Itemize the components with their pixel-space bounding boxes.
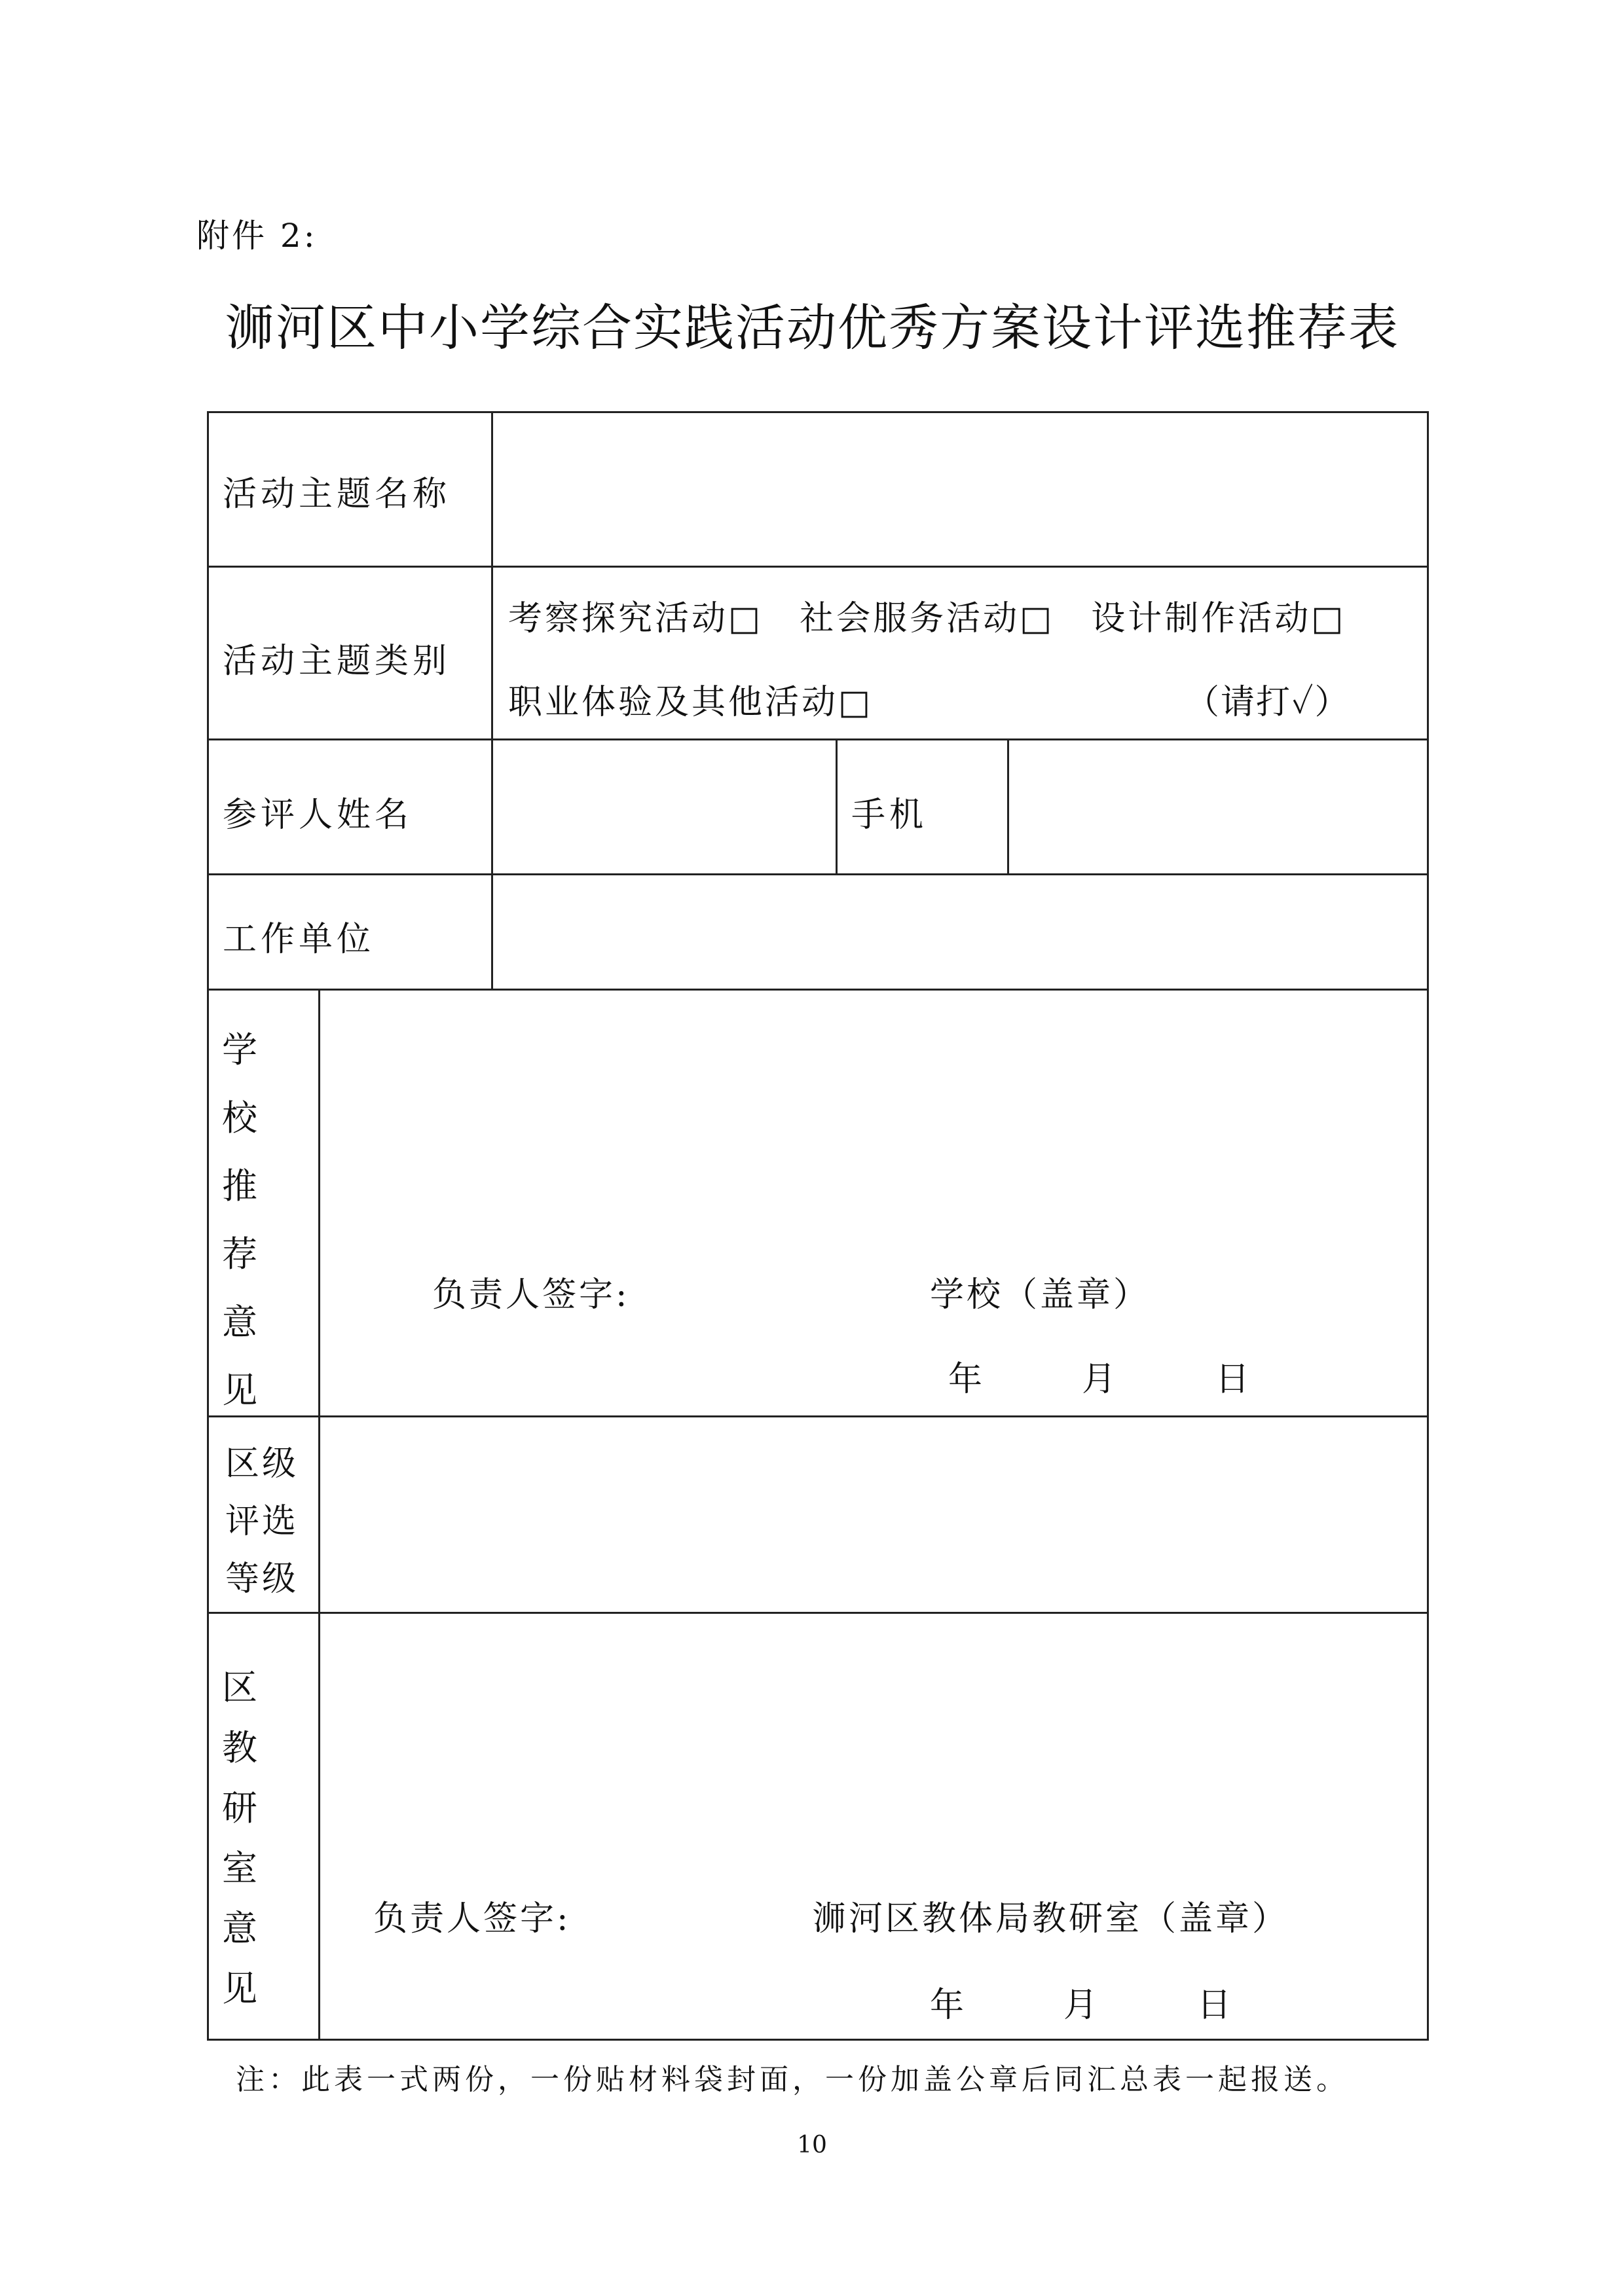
attachment-label: 附件 2: — [196, 217, 318, 255]
row-divider — [207, 738, 1429, 740]
row-divider — [207, 873, 1429, 875]
page-number: 10 — [797, 2132, 827, 2159]
theme-name-field[interactable] — [495, 415, 1425, 564]
school-signature-label: 负责人签字: — [432, 1275, 630, 1315]
col-divider — [1007, 738, 1009, 875]
row-divider — [207, 566, 1429, 568]
col-divider — [318, 989, 320, 2041]
vertical-label-char: 推 — [222, 1165, 257, 1207]
vertical-label-char: 学 — [222, 1029, 257, 1070]
workplace-label: 工作单位 — [223, 920, 375, 959]
vertical-label-char: 荐 — [222, 1233, 257, 1275]
school-stamp-label[interactable]: 学校（盖章） — [930, 1275, 1151, 1315]
school-date: 年 月 日 — [948, 1360, 1261, 1399]
theme-type-hint: （请打✓） — [1185, 683, 1350, 722]
vertical-label-char: 区 — [222, 1667, 257, 1708]
theme-type-label: 活动主题类别 — [223, 642, 451, 681]
vertical-label-char: 见 — [222, 1968, 257, 2009]
research-signature-label: 负责人签字: — [373, 1899, 571, 1939]
vertical-label-char: 见 — [222, 1370, 257, 1411]
research-opinion-label — [220, 1658, 259, 2019]
row-divider — [207, 1415, 1429, 1417]
research-stamp-label[interactable]: 浉河区教体局教研室（盖章） — [812, 1899, 1289, 1939]
vertical-label-char: 意 — [222, 1302, 257, 1343]
phone-label: 手机 — [851, 795, 928, 835]
participant-name-label: 参评人姓名 — [223, 795, 413, 835]
row-divider — [207, 989, 1429, 991]
footnote: 注：此表一式两份，一份贴材料袋封面，一份加盖公章后同汇总表一起报送。 — [236, 2063, 1349, 2096]
vertical-label-char: 意 — [222, 1908, 257, 1949]
col-divider — [491, 411, 493, 991]
vertical-label-char: 室 — [222, 1848, 257, 1889]
district-grade-field[interactable] — [322, 1419, 1425, 1609]
district-grade-line: 评选 — [225, 1502, 299, 1541]
theme-name-label: 活动主题名称 — [223, 475, 451, 514]
theme-type-options-line1[interactable]: 考察探究活动□ 社会服务活动□ 设计制作活动□ — [508, 599, 1346, 638]
district-grade-line: 等级 — [225, 1559, 299, 1599]
phone-field[interactable] — [1011, 742, 1425, 872]
district-grade-line: 区级 — [225, 1444, 299, 1484]
theme-type-options-line2[interactable]: 职业体验及其他活动□ — [508, 683, 874, 722]
document-title: 浉河区中小学综合实践活动优秀方案设计评选推荐表 — [225, 299, 1399, 357]
participant-name-field[interactable] — [495, 742, 833, 872]
col-divider — [836, 738, 838, 875]
table-border-top — [207, 411, 1429, 413]
vertical-label-char: 教 — [222, 1727, 257, 1768]
vertical-label-char: 研 — [222, 1787, 257, 1829]
table-border-left — [207, 411, 209, 2041]
research-date: 年 月 日 — [930, 1986, 1242, 2025]
table-border-right — [1427, 411, 1429, 2041]
table-border-bottom — [207, 2039, 1429, 2041]
vertical-label-char: 校 — [222, 1097, 257, 1139]
district-grade-label — [225, 1435, 299, 1608]
school-opinion-label — [220, 1016, 259, 1425]
row-divider — [207, 1612, 1429, 1614]
